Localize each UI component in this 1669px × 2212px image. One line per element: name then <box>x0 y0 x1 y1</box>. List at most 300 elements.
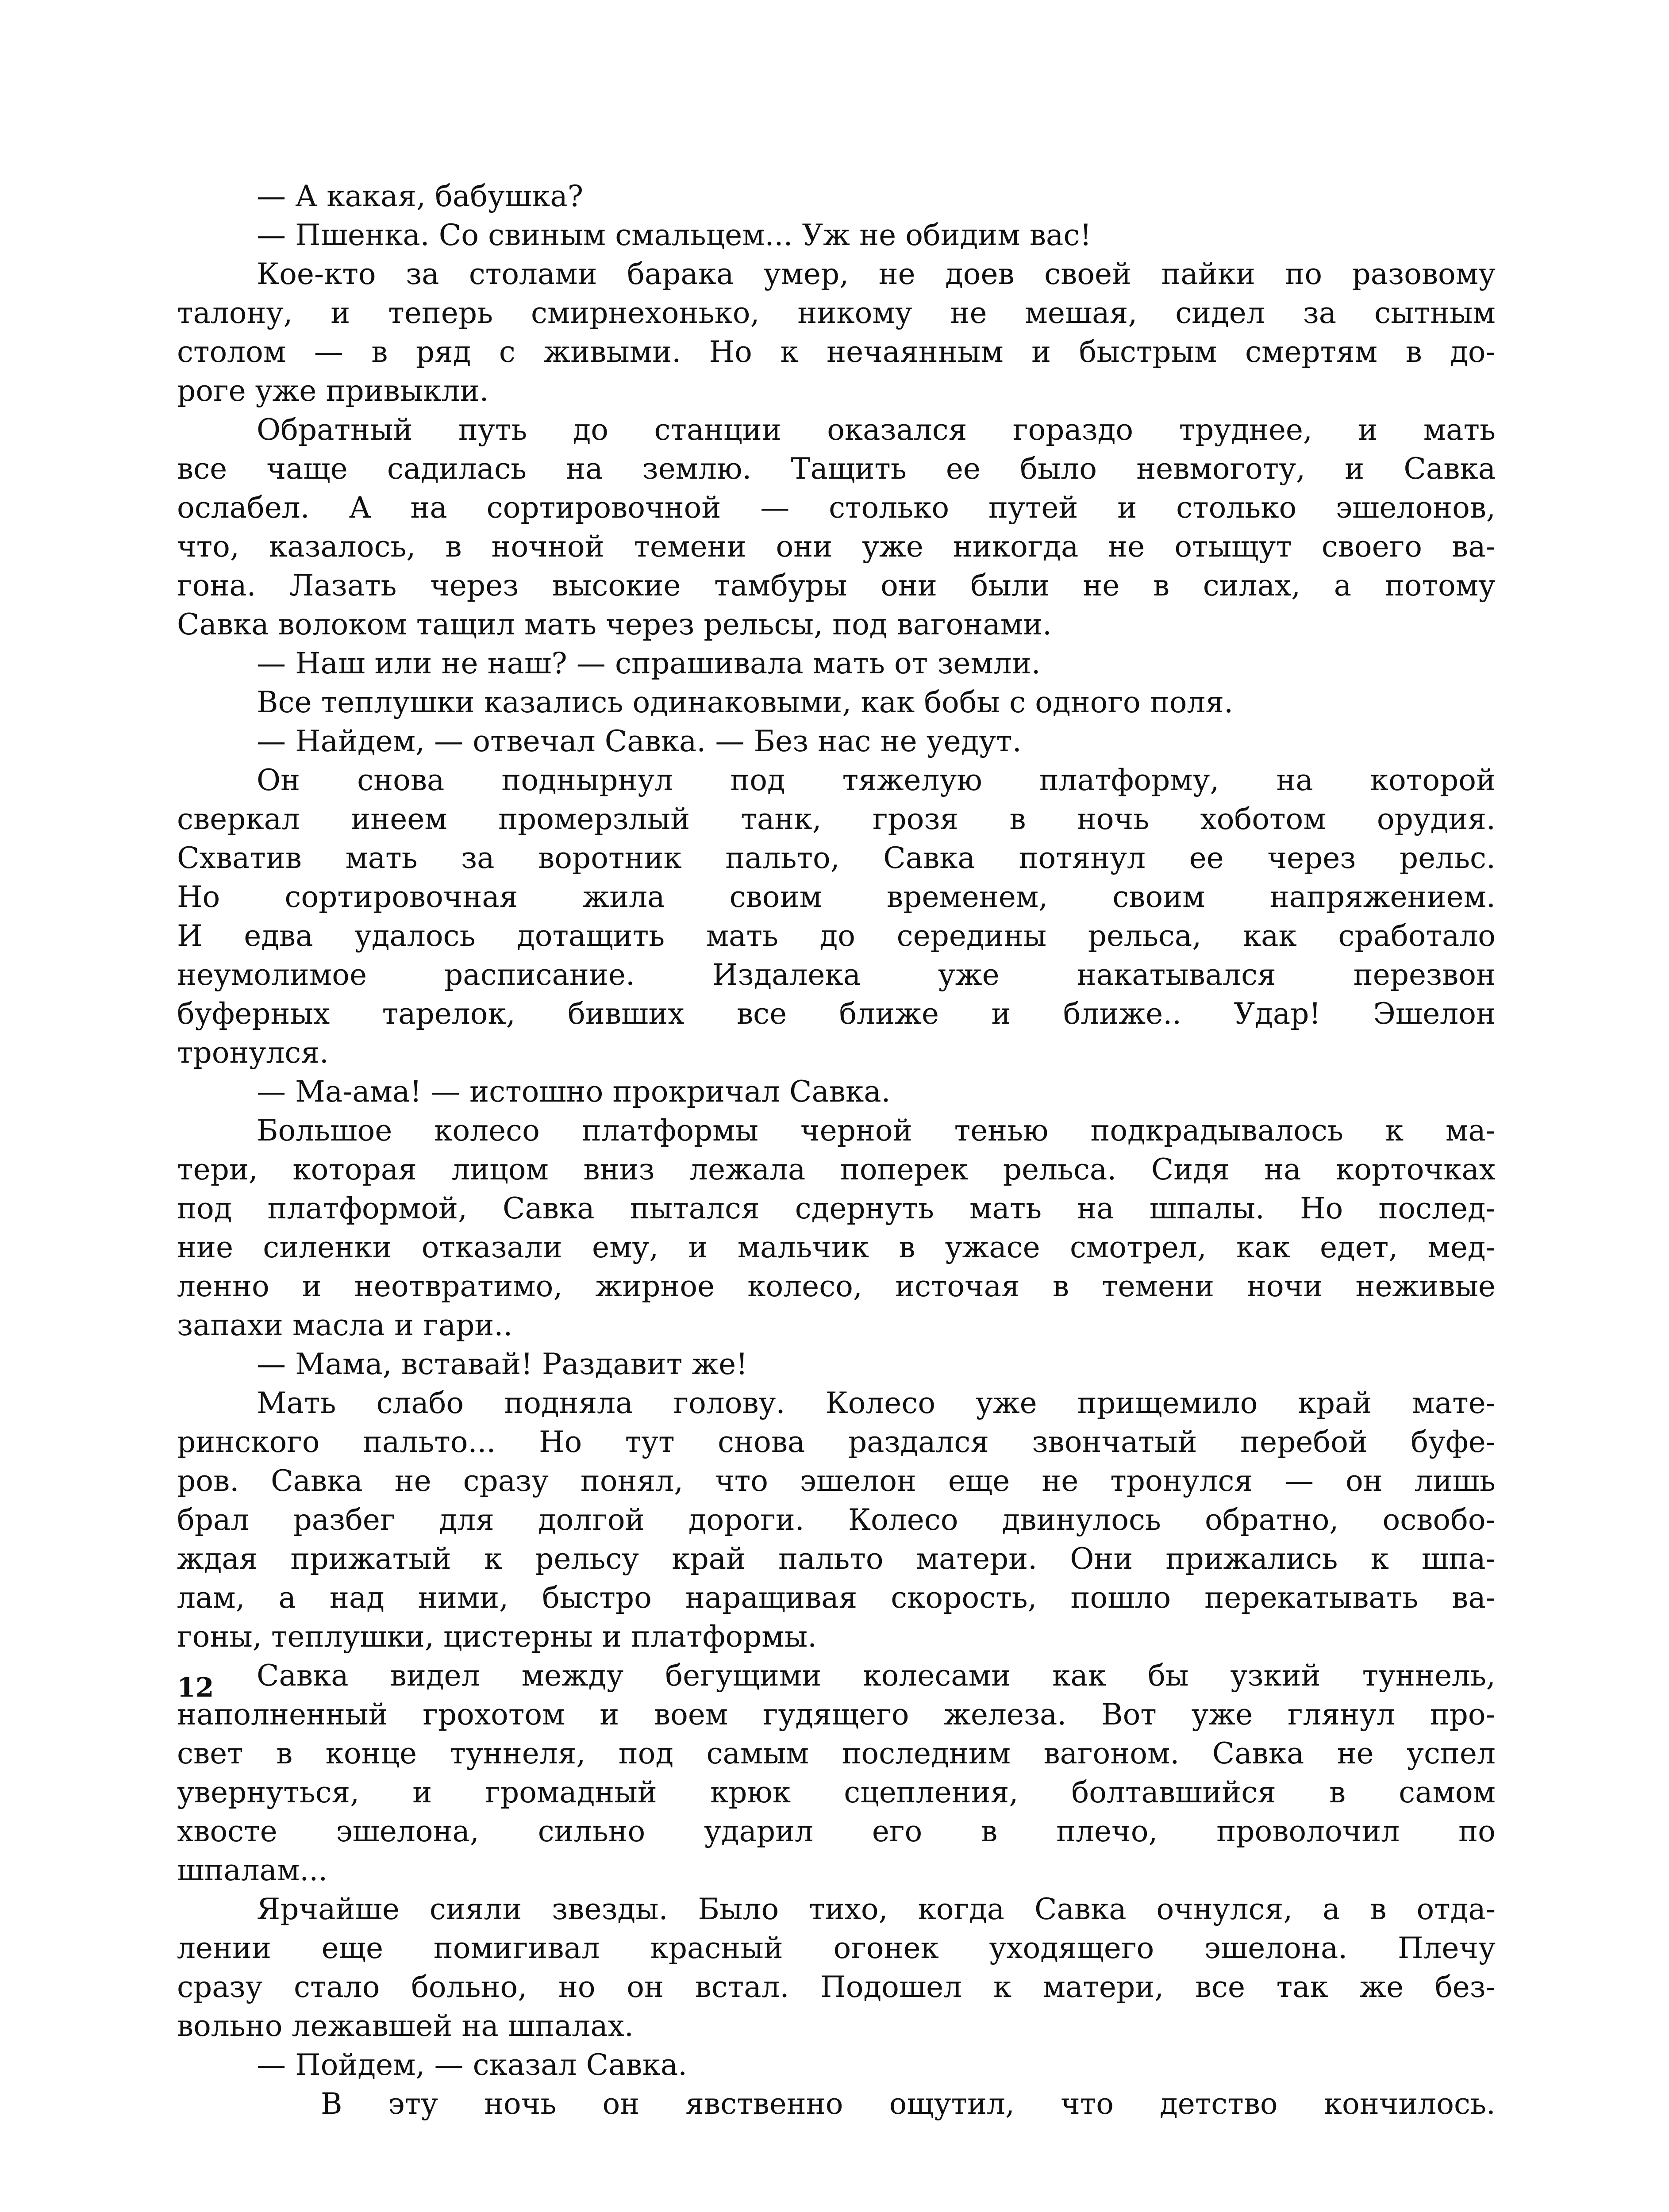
word: вагонами. <box>896 607 1052 641</box>
word: Савка. <box>789 1075 891 1109</box>
word: видел <box>390 1659 480 1693</box>
word: Савка <box>1212 1736 1304 1770</box>
word: громадный <box>485 1775 657 1809</box>
word: Савка. <box>604 724 706 758</box>
word: с <box>499 335 515 369</box>
word: к <box>993 1970 1012 2004</box>
text-line <box>177 644 1496 683</box>
word: Савка <box>271 1464 363 1498</box>
word: высокие <box>552 568 681 603</box>
word: рельса. <box>1003 1152 1117 1187</box>
word: сияли <box>429 1892 522 1926</box>
word: к <box>1370 1542 1389 1576</box>
word: ощутил, <box>889 2087 1015 2121</box>
word: колесами <box>863 1659 1011 1693</box>
word: он <box>1345 1464 1383 1498</box>
text-line <box>177 333 1496 372</box>
word: смотрел, <box>1069 1230 1207 1264</box>
word: платформы <box>581 1114 759 1148</box>
word: огонек <box>833 1931 939 1965</box>
text-line <box>177 411 1496 449</box>
word: ближе.. <box>1063 997 1182 1031</box>
word: звончатый <box>1032 1425 1197 1459</box>
word: не <box>1083 568 1120 603</box>
word: спрашивала <box>615 646 804 680</box>
word: смальцем... <box>615 218 793 252</box>
word: эту <box>388 2087 438 2121</box>
word: когда <box>918 1892 1005 1926</box>
word: очнулся, <box>1156 1892 1293 1926</box>
word: его <box>872 1814 923 1848</box>
word: пальто... <box>363 1425 496 1459</box>
word: ряд <box>415 335 471 369</box>
word: неумолимое <box>177 958 367 992</box>
word: мешая, <box>1025 296 1138 330</box>
word: А <box>349 491 371 525</box>
text-line <box>177 995 1496 1033</box>
word: через <box>606 607 695 641</box>
word: больно, <box>411 1970 527 2004</box>
word: смирнехонько, <box>531 296 760 330</box>
word: в <box>1370 1892 1387 1926</box>
word: ее <box>946 452 981 486</box>
word: ее <box>1189 841 1224 875</box>
word: не <box>1337 1736 1374 1770</box>
page-number: 12 <box>177 1672 214 1703</box>
word: волоком <box>278 607 407 641</box>
word: слабо <box>376 1386 464 1420</box>
word: дотащить <box>517 919 665 953</box>
word: Пшенка. <box>295 218 430 252</box>
word: как <box>1236 1230 1290 1264</box>
word: от <box>894 646 928 680</box>
word: в <box>1052 1269 1069 1303</box>
word: истошно <box>469 1075 604 1109</box>
text-line <box>177 177 1496 216</box>
word: ударил <box>704 1814 814 1848</box>
word: сказал <box>473 2048 577 2082</box>
word: за <box>1303 296 1337 330</box>
text-line <box>177 839 1496 878</box>
text-line <box>177 683 1496 722</box>
word: что <box>715 1464 768 1498</box>
text-line <box>177 566 1496 605</box>
word: уходящего <box>989 1931 1154 1965</box>
word: освобо- <box>1382 1503 1496 1537</box>
word: еще <box>948 1464 1010 1498</box>
word: Но <box>538 1425 582 1459</box>
word: для <box>439 1503 494 1537</box>
word: нас <box>818 724 871 758</box>
word: ждая <box>177 1542 258 1576</box>
word: орудия. <box>1377 802 1496 836</box>
word: ему, <box>592 1230 659 1264</box>
word: матери, <box>1042 1970 1164 2004</box>
word: мать <box>1423 413 1496 447</box>
word: — <box>431 1075 461 1109</box>
word: Савка <box>1404 452 1496 486</box>
word: пайки <box>1161 257 1255 291</box>
word: Колесо <box>848 1503 958 1537</box>
word: железа. <box>944 1697 1067 1732</box>
text-line <box>177 216 1496 255</box>
word: сытным <box>1374 296 1496 330</box>
word: к <box>1385 1114 1404 1148</box>
word: пальто <box>778 1542 884 1576</box>
word: все <box>177 452 227 486</box>
word: Раздавит <box>542 1347 683 1381</box>
text-line <box>177 1384 1496 1423</box>
word: эшелонов, <box>1336 491 1496 525</box>
word: ночной <box>491 530 604 564</box>
word: лении <box>177 1931 271 1965</box>
word: быстрым <box>1079 335 1217 369</box>
word: уедут. <box>926 724 1022 758</box>
word: Савка <box>257 1659 349 1693</box>
word: а <box>1323 1892 1340 1926</box>
word: увернуться, <box>177 1775 360 1809</box>
text-line <box>177 917 1496 956</box>
word: в <box>899 1230 915 1264</box>
word: успел <box>1407 1736 1496 1770</box>
word: послед- <box>1378 1191 1496 1225</box>
word: Наш <box>295 646 365 680</box>
word: обидим <box>905 218 1020 252</box>
word: Савка. <box>586 2048 688 2082</box>
word: бегущими <box>665 1659 822 1693</box>
word: до- <box>1450 335 1496 369</box>
word: шпалам... <box>177 1853 328 1887</box>
word: силах, <box>1203 568 1301 603</box>
word: мате- <box>1412 1386 1496 1420</box>
word: ва- <box>1452 1581 1496 1615</box>
word: Обратный <box>257 413 413 447</box>
word: бивших <box>568 997 685 1031</box>
word: В <box>321 2087 342 2121</box>
word: Савка <box>177 607 269 641</box>
word: стало <box>294 1970 380 2004</box>
word: — <box>257 2048 286 2082</box>
word: едет, <box>1320 1230 1398 1264</box>
word: наш? <box>487 646 567 680</box>
word: до <box>819 919 855 953</box>
word: путей <box>988 491 1078 525</box>
word: и <box>331 296 350 330</box>
word: одного <box>1035 685 1141 719</box>
word: лицом <box>451 1152 549 1187</box>
word: снова <box>357 763 445 797</box>
word: лежавшей <box>292 2009 453 2043</box>
word: что, <box>177 530 239 564</box>
word: все <box>736 997 787 1031</box>
word: и <box>394 1308 414 1342</box>
word: своей <box>1044 257 1132 291</box>
word: было <box>1020 452 1097 486</box>
word: которой <box>1370 763 1496 797</box>
word: танк, <box>741 802 822 836</box>
word: своим <box>1112 880 1205 914</box>
word: гоны, <box>177 1620 262 1654</box>
word: на <box>566 452 603 486</box>
word: земли. <box>937 646 1041 680</box>
word: платформы. <box>631 1620 817 1654</box>
word: столько <box>1176 491 1297 525</box>
word: Найдем, <box>295 724 425 758</box>
word: Было <box>698 1892 779 1926</box>
word: тяжелую <box>842 763 982 797</box>
word: садилась <box>387 452 527 486</box>
word: тарелок, <box>382 997 515 1031</box>
text-line <box>177 1267 1496 1306</box>
text-line <box>177 372 1496 411</box>
word: плечо, <box>1056 1814 1158 1848</box>
word: запахи <box>177 1308 283 1342</box>
word: туннеля, <box>450 1736 586 1770</box>
word: дороги. <box>688 1503 804 1537</box>
word: голову. <box>673 1386 785 1420</box>
word: А <box>295 179 318 213</box>
word: и <box>412 1775 432 1809</box>
word: по <box>1285 257 1323 291</box>
word: снова <box>718 1425 805 1459</box>
word: эшелона, <box>336 1814 479 1848</box>
word: накатывался <box>1077 958 1276 992</box>
word: — <box>314 335 343 369</box>
word: временем, <box>886 880 1048 914</box>
word: хоботом <box>1200 802 1326 836</box>
word: темени <box>1102 1269 1214 1303</box>
word: Савка <box>1034 1892 1127 1926</box>
word: уже <box>862 530 923 564</box>
word: ночь <box>1077 802 1150 836</box>
word: эшелона. <box>1204 1931 1348 1965</box>
word: пошло <box>1070 1581 1171 1615</box>
word: все <box>1195 1970 1246 2004</box>
word: Подошел <box>820 1970 962 2004</box>
word: колесо <box>434 1114 540 1148</box>
text-line <box>177 255 1496 294</box>
word: барака <box>627 257 734 291</box>
word: вольно <box>177 2009 283 2043</box>
word: с <box>1009 685 1026 719</box>
word: эшелон <box>800 1464 916 1498</box>
word: сдернуть <box>795 1191 934 1225</box>
word: подняла <box>504 1386 633 1420</box>
word: доев <box>945 257 1015 291</box>
word: оказался <box>827 413 967 447</box>
word: и <box>1031 335 1051 369</box>
word: но <box>558 1970 596 2004</box>
word: столами <box>469 257 597 291</box>
word: Удар! <box>1234 997 1321 1031</box>
word: по <box>1458 1814 1496 1848</box>
word: перекатывать <box>1204 1581 1419 1615</box>
word: крюк <box>710 1775 791 1809</box>
word: к <box>484 1542 503 1576</box>
text-line <box>177 1501 1496 1540</box>
word: мать <box>812 646 885 680</box>
word: через <box>430 568 519 603</box>
word: пытался <box>630 1191 760 1225</box>
word: так <box>1276 1970 1328 2004</box>
word: в <box>1009 802 1026 836</box>
text-line <box>177 1578 1496 1617</box>
word: гораздо <box>1012 413 1134 447</box>
word: пальто, <box>725 841 840 875</box>
word: за <box>461 841 495 875</box>
word: потому <box>1384 568 1496 603</box>
word: бобы <box>924 685 1000 719</box>
word: Они <box>1070 1542 1133 1576</box>
word: и <box>991 997 1011 1031</box>
word: и <box>602 1620 622 1654</box>
word: жила <box>582 880 665 914</box>
word: глянул <box>1287 1697 1395 1732</box>
word: промерзлый <box>498 802 690 836</box>
word: шпалах. <box>508 2009 634 2043</box>
word: подкрадывалось <box>1090 1114 1343 1148</box>
word: шпалы. <box>1149 1191 1265 1225</box>
word: теплушки <box>321 685 475 719</box>
word: конце <box>325 1736 417 1770</box>
word: — <box>434 2048 464 2082</box>
word: Мама, <box>295 1347 392 1381</box>
text-line <box>177 1462 1496 1501</box>
word: же! <box>692 1347 748 1381</box>
word: на <box>1276 763 1313 797</box>
word: матери. <box>916 1542 1038 1576</box>
word: красный <box>650 1931 783 1965</box>
word: не <box>394 1464 431 1498</box>
word: вставай! <box>401 1347 533 1381</box>
word: рельса, <box>1088 919 1202 953</box>
word: сидел <box>1175 296 1265 330</box>
word: корточках <box>1336 1152 1496 1187</box>
word: они <box>776 530 833 564</box>
word: мать <box>524 607 597 641</box>
word: отыщут <box>1174 530 1292 564</box>
word: мед- <box>1427 1230 1496 1264</box>
word: сработало <box>1338 919 1496 953</box>
word: сверкал <box>177 802 300 836</box>
word: отда- <box>1416 1892 1496 1926</box>
word: помигивал <box>433 1931 600 1965</box>
word: буферных <box>177 997 330 1031</box>
word: тихо, <box>809 1892 888 1926</box>
word: Мать <box>257 1386 336 1420</box>
word: как <box>861 685 915 719</box>
word: Уж <box>802 218 850 252</box>
word: платформу, <box>1039 763 1219 797</box>
word: удалось <box>354 919 476 953</box>
text-line <box>177 1150 1496 1189</box>
text-line <box>177 1540 1496 1578</box>
word: лишь <box>1414 1464 1496 1498</box>
word: и <box>1117 491 1137 525</box>
word: Сидя <box>1151 1152 1230 1187</box>
word: за <box>406 257 439 291</box>
word: тут <box>625 1425 675 1459</box>
word: масла <box>292 1308 385 1342</box>
word: а <box>1334 568 1352 603</box>
word: платформой, <box>267 1191 467 1225</box>
word: нечаянным <box>827 335 1004 369</box>
text-line <box>177 1773 1496 1812</box>
word: прищемило <box>1077 1386 1258 1420</box>
word: в <box>981 1814 998 1848</box>
word: сортировочной <box>486 491 721 525</box>
word: в <box>1153 568 1170 603</box>
word: еще <box>321 1931 384 1965</box>
word: своего <box>1321 530 1423 564</box>
word: и <box>1358 413 1378 447</box>
word: Со <box>438 218 479 252</box>
word: Большое <box>257 1114 392 1148</box>
word: — <box>576 646 606 680</box>
word: через <box>1267 841 1356 875</box>
word: под <box>832 607 888 641</box>
word: самом <box>1399 1775 1496 1809</box>
word: Без <box>754 724 809 758</box>
text-line <box>177 1695 1496 1734</box>
word: уже <box>976 1386 1037 1420</box>
word: столом <box>177 335 286 369</box>
word: не <box>1108 530 1145 564</box>
word: — <box>257 179 286 213</box>
word: лежала <box>689 1152 806 1187</box>
word: Савка <box>883 841 975 875</box>
word: лам, <box>177 1581 245 1615</box>
word: Но <box>709 335 752 369</box>
word: и <box>1345 452 1365 486</box>
text-line <box>177 878 1496 917</box>
word: воем <box>654 1697 728 1732</box>
word: ними, <box>418 1581 509 1615</box>
word: талону, <box>177 296 293 330</box>
text-line <box>177 1072 1496 1111</box>
word: тронулся. <box>177 1036 329 1070</box>
word: гона. <box>177 568 256 603</box>
word: Савка <box>503 1191 595 1225</box>
word: он <box>602 2087 640 2121</box>
word: перезвон <box>1353 958 1496 992</box>
word: под <box>618 1736 674 1770</box>
text-line <box>177 449 1496 488</box>
word: — <box>1284 1464 1314 1498</box>
word: землю. <box>642 452 752 486</box>
word: ние <box>177 1230 234 1264</box>
word: на <box>1077 1191 1114 1225</box>
word: — <box>257 218 286 252</box>
word: а <box>278 1581 296 1615</box>
word: тащил <box>416 607 515 641</box>
word: ринского <box>177 1425 320 1459</box>
word: — <box>715 724 745 758</box>
word: же <box>1359 1970 1404 2004</box>
text-line <box>177 1228 1496 1267</box>
word: столько <box>829 491 950 525</box>
word: не <box>441 646 478 680</box>
word: Он <box>257 763 300 797</box>
word: — <box>257 646 286 680</box>
text-line <box>177 800 1496 839</box>
word: на <box>461 2009 499 2043</box>
word: и <box>600 1697 619 1732</box>
word: сцепления, <box>844 1775 1019 1809</box>
text-line <box>177 1968 1496 2007</box>
word: и <box>688 1230 708 1264</box>
word: сортировочная <box>285 880 518 914</box>
